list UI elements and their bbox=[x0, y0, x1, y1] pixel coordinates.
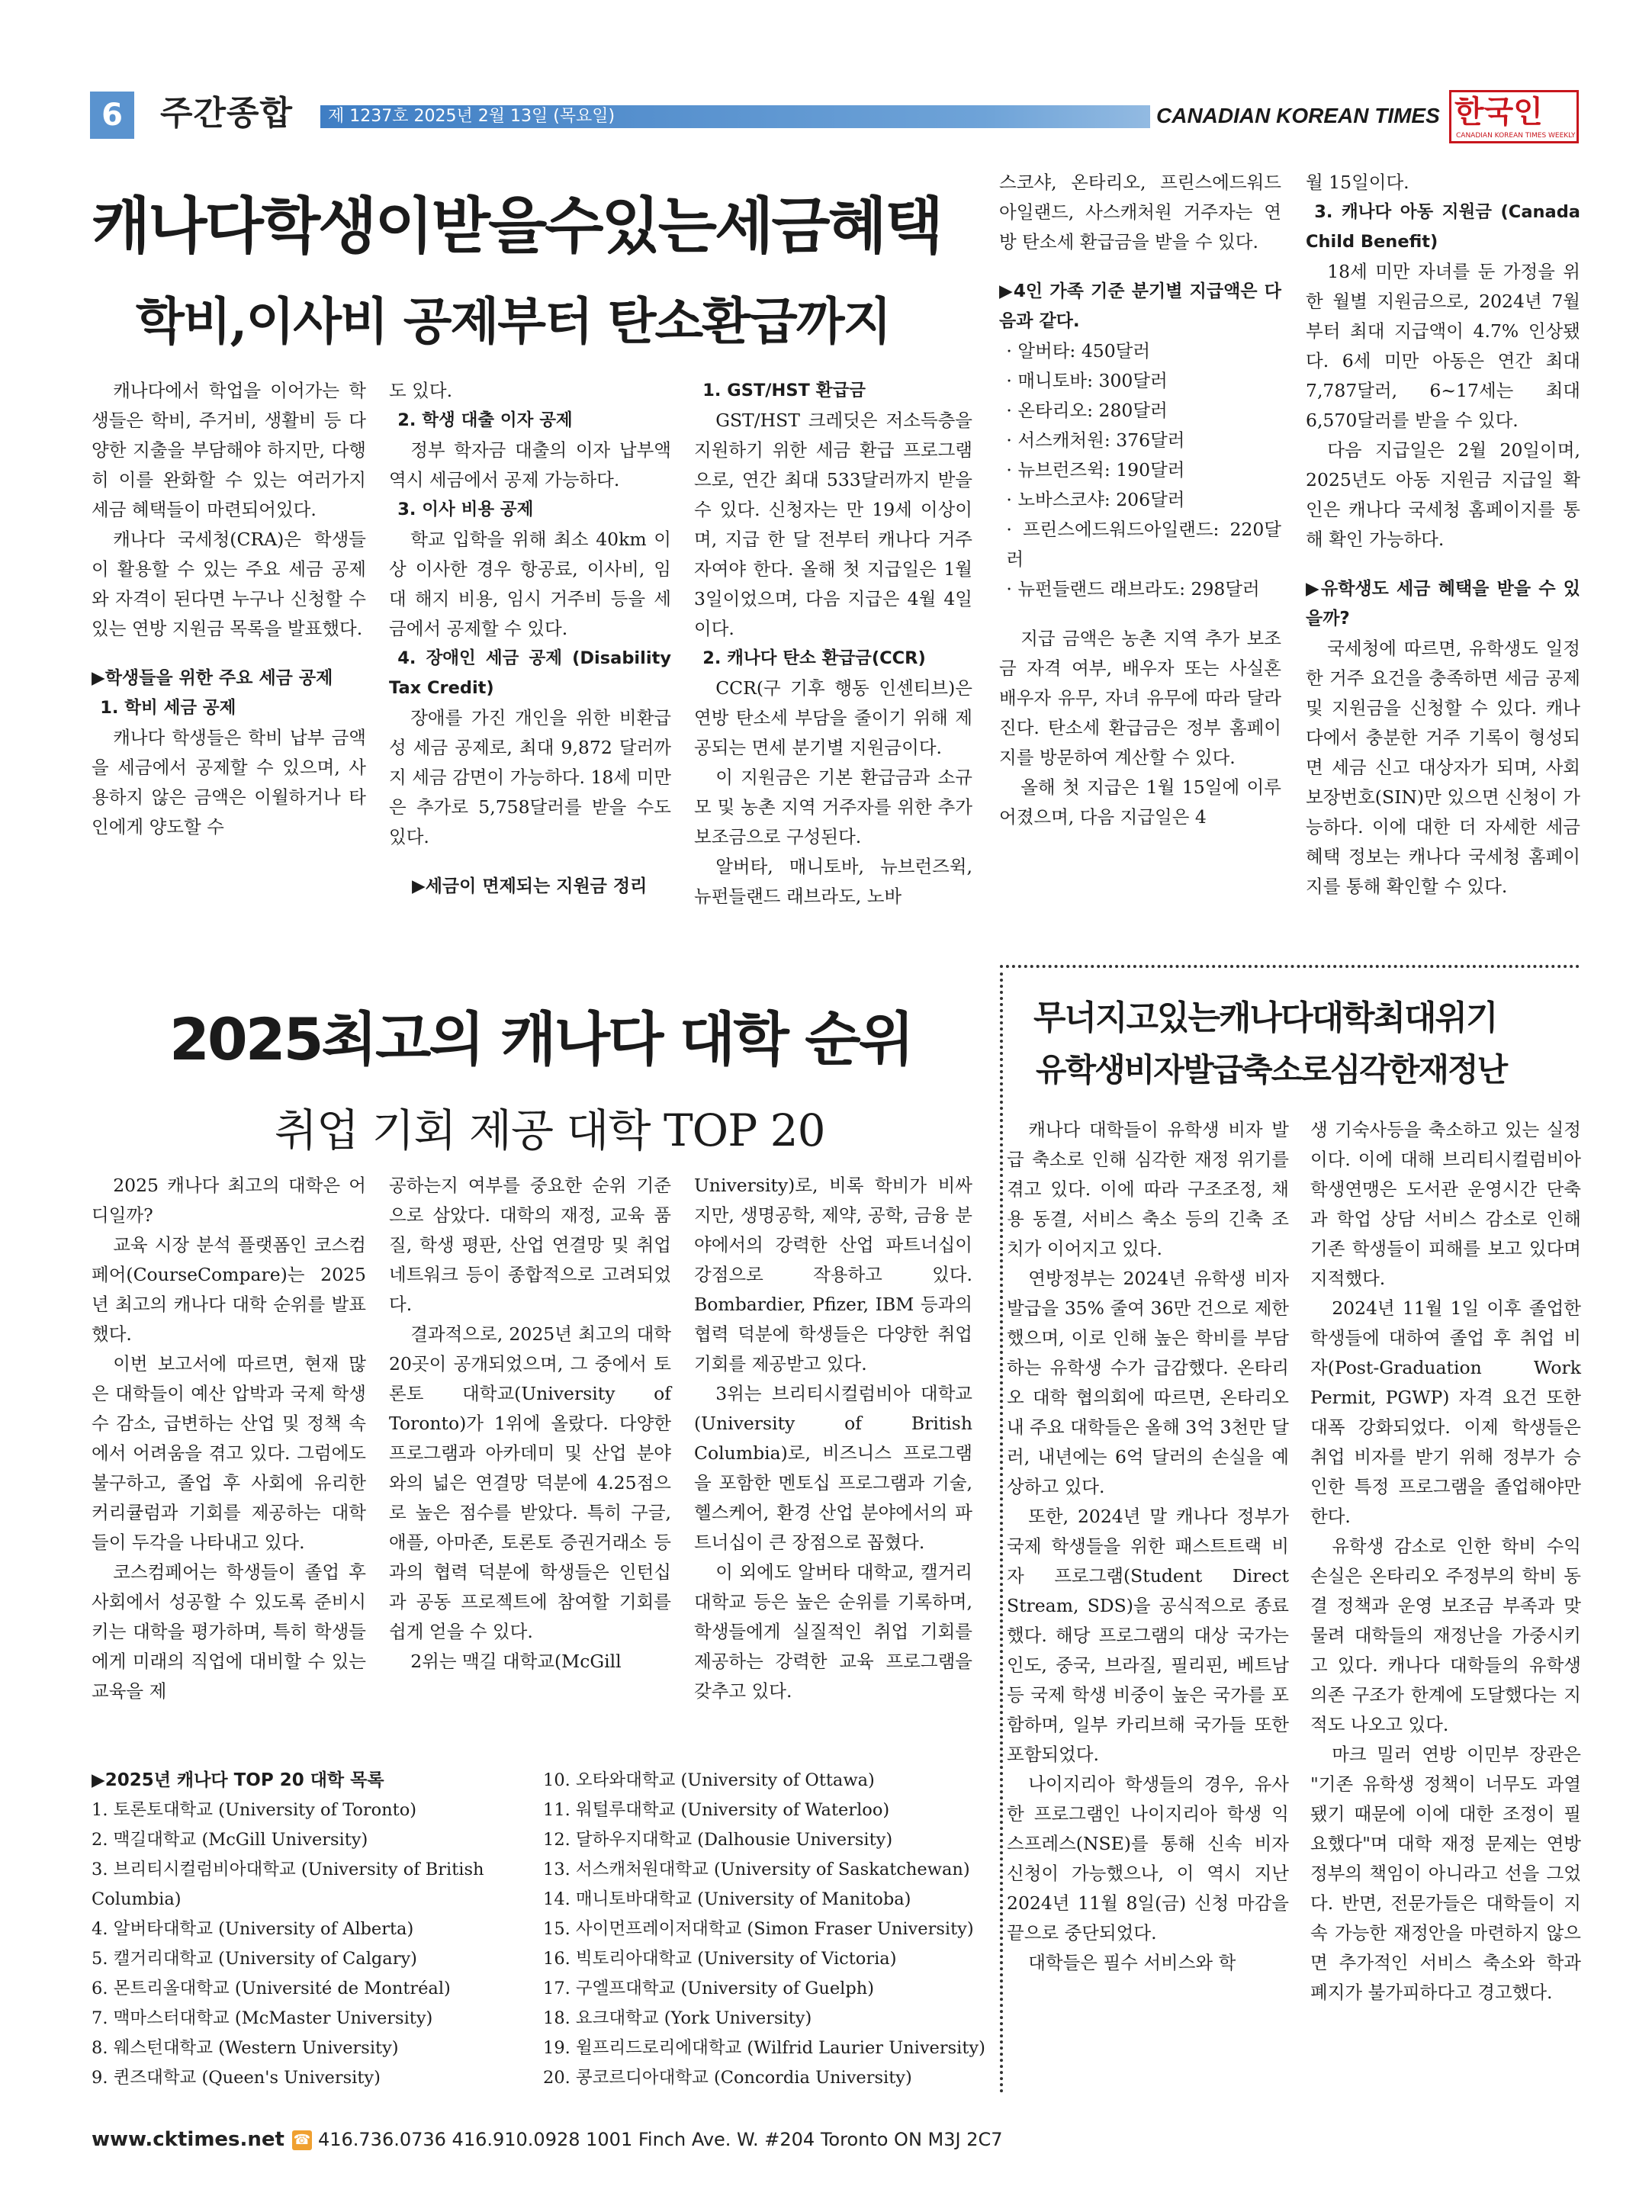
paragraph: 정부 학자금 대출의 이자 납부액 역시 세금에서 공제 가능하다. bbox=[389, 439, 671, 490]
list-item: · 매니토바: 300달러 bbox=[1006, 370, 1168, 391]
article1-column-4 bbox=[999, 168, 1281, 832]
list-item: · 온타리오: 280달러 bbox=[1006, 400, 1168, 421]
list-item: · 뉴브런즈윅: 190달러 bbox=[1006, 459, 1185, 481]
paragraph: 다음 지급일은 2월 20일이며, 2025년도 아동 지원금 지급일 확인은 캐나다 국세청 홈페이지를 통해 확인 가능하다. bbox=[1306, 439, 1580, 550]
paragraph: 올해 첫 지급은 1월 15일에 이루어졌으며, 다음 지급일은 4 bbox=[999, 776, 1281, 828]
article1-subtitle: 학비,이사비 공제부터 탄소환급까지 bbox=[136, 291, 891, 351]
subheading: 4. 장애인 세금 공제 (Disability Tax Credit) bbox=[389, 648, 671, 698]
article1-column-1 bbox=[92, 376, 366, 842]
list-item: · 노바스코샤: 206달러 bbox=[1006, 489, 1185, 510]
paragraph: 코스컴페어는 학생들이 졸업 후 사회에서 성공할 수 있도록 준비시키는 대학을 평가하며, 특히 학생들에게 미래의 직업에 대비할 수 있는 교육을 제 bbox=[92, 1561, 366, 1702]
list-item: 7. 맥마스터대학교 (McMaster University) bbox=[92, 2008, 433, 2028]
list-item: 11. 워털루대학교 (University of Waterloo) bbox=[543, 1800, 890, 1820]
brand-name: CANADIAN KOREAN TIMES bbox=[1150, 101, 1446, 131]
list-item: 8. 웨스턴대학교 (Western University) bbox=[92, 2038, 399, 2058]
paragraph: CCR(구 기후 행동 인센티브)은 연방 탄소세 부담을 줄이기 위해 제공되는 면세 분기별 지원금이다. bbox=[694, 677, 972, 758]
paragraph: 이 지원금은 기본 환급금과 소규모 및 농촌 지역 거주자를 위한 추가 보조금으로 구성된다. bbox=[694, 767, 972, 847]
article1-column-5 bbox=[1306, 168, 1580, 902]
article3-subtitle: 유학생비자발급축소로심각한재정난 bbox=[1036, 1051, 1507, 1088]
article2-column-1 bbox=[92, 1171, 366, 1706]
list-item: 6. 몬트리올대학교 (Université de Montréal) bbox=[92, 1979, 451, 1998]
paragraph: 이번 보고서에 따르면, 현재 많은 대학들이 예산 압박과 국제 학생 수 감소, 급변하는 산업 및 정책 속에서 어려움을 겪고 있다. 그럼에도 불구하고, 졸업 후 사회에 유리한 커리큘럼과 기회를 제공하는 대학들이 두각을 나타내고 있다. bbox=[92, 1353, 366, 1553]
paragraph: 스코샤, 온타리오, 프린스에드워드아일랜드, 사스캐처원 거주자는 연방 탄소세 환급금을 받을 수 있다. bbox=[999, 172, 1281, 252]
footer bbox=[92, 2128, 1003, 2151]
paragraph: 알버타, 매니토바, 뉴브런즈윅, 뉴펀들랜드 래브라도, 노바 bbox=[694, 856, 972, 907]
article2-subtitle: 취업 기회 제공 대학 TOP 20 bbox=[275, 1104, 825, 1156]
list-item: 15. 사이먼프레이저대학교 (Simon Fraser University) bbox=[543, 1919, 974, 1939]
subheading: 2. 캐나다 탄소 환급금(CCR) bbox=[702, 648, 926, 668]
issue-info: 제 1237호 2025년 2월 13일 (목요일) bbox=[328, 107, 615, 126]
article2-column-3 bbox=[694, 1171, 972, 1706]
section-heading: ▶유학생도 세금 혜택을 받을 수 있을까? bbox=[1306, 579, 1580, 629]
article3-column-2 bbox=[1310, 1115, 1581, 2008]
paragraph: 교육 시장 분석 플랫폼인 코스컴페어(CourseCompare)는 2025년 최고의 캐나다 대학 순위를 발표했다. bbox=[92, 1234, 366, 1345]
paragraph: 공하는지 여부를 중요한 순위 기준으로 삼았다. 대학의 재정, 교육 품질, 학생 평판, 산업 연결망 및 취업 네트워크 등이 종합적으로 고려되었다. bbox=[389, 1175, 671, 1315]
list-item: 14. 매니토바대학교 (University of Manitoba) bbox=[543, 1889, 911, 1909]
list-item: 2. 맥길대학교 (McGill University) bbox=[92, 1830, 368, 1850]
list-item: 4. 알버타대학교 (University of Alberta) bbox=[92, 1919, 414, 1939]
subheading: 2. 학생 대출 이자 공제 bbox=[397, 410, 573, 430]
list-item: 17. 구엘프대학교 (University of Guelph) bbox=[543, 1979, 875, 1998]
paragraph: 장애를 가진 개인을 위한 비환급성 세금 공제로, 최대 9,872 달러까지 세금 감면이 가능하다. 18세 미만은 추가로 5,758달러를 받을 수도 있다. bbox=[389, 707, 671, 847]
list-item: 16. 빅토리아대학교 (University of Victoria) bbox=[543, 1949, 897, 1969]
dotted-divider-horizontal bbox=[1000, 965, 1580, 968]
list-item: · 알버타: 450달러 bbox=[1006, 340, 1151, 362]
logo-subtext: CANADIAN KOREAN TIMES WEEKLY bbox=[1456, 132, 1576, 140]
page-number: 6 bbox=[90, 92, 134, 139]
university-list-right bbox=[543, 1766, 985, 2093]
list-item: 1. 토론토대학교 (University of Toronto) bbox=[92, 1800, 417, 1820]
paragraph: 18세 미만 자녀를 둔 가정을 위한 월별 지원금으로, 2024년 7월부터 최대 지급액이 4.7% 인상됐다. 6세 미만 아동은 연간 최대 7,787달러, 6~17세는 최대 6,570달러를 받을 수 있다. bbox=[1306, 261, 1580, 431]
list-item: 10. 오타와대학교 (University of Ottawa) bbox=[543, 1770, 875, 1790]
dotted-divider-vertical bbox=[1000, 973, 1003, 2094]
paragraph: 생 기숙사등을 축소하고 있는 실정이다. 이에 대해 브리티시컬럼비아 학생연맹은 도서관 운영시간 단축과 학업 상담 서비스 감소로 인해 기존 학생들이 피해를 보고 있다며 지적했다. bbox=[1310, 1119, 1581, 1289]
phone-icon: ☎ bbox=[292, 2130, 312, 2150]
paragraph: 캐나다 국세청(CRA)은 학생들이 활용할 수 있는 주요 세금 공제와 자격이 된다면 누구나 신청할 수 있는 연방 지원금 목록을 발표했다. bbox=[92, 529, 366, 639]
paragraph: 마크 밀러 연방 이민부 장관은 "기존 유학생 정책이 너무도 과열됐기 때문에 이에 대한 조정이 필요했다"며 대학 재정 문제는 연방정부의 책임이 아니라고 선을 그었다. 반면, 전문가들은 대학들이 지속 가능한 재정안을 마련하지 않으면 추가적인 서비스 축소와 학과 폐지가 불가피하다고 경고했다. bbox=[1310, 1744, 1581, 2003]
subheading: 1. GST/HST 환급금 bbox=[702, 381, 866, 400]
article3-column-1 bbox=[1007, 1115, 1289, 1978]
list-title: ▶2025년 캐나다 TOP 20 대학 목록 bbox=[92, 1770, 384, 1790]
article1-title: 캐나다학생이받을수있는세금혜택 bbox=[92, 191, 942, 262]
list-item: 13. 서스캐처원대학교 (University of Saskatchewan) bbox=[543, 1860, 970, 1879]
section-heading: ▶학생들을 위한 주요 세금 공제 bbox=[92, 668, 333, 688]
paragraph: 캐나다 학생들은 학비 납부 금액을 세금에서 공제할 수 있으며, 사용하지 않은 금액은 이월하거나 타인에게 양도할 수 bbox=[92, 727, 366, 838]
paragraph: 결과적으로, 2025년 최고의 대학 20곳이 공개되었으며, 그 중에서 토론토 대학교(University of Toronto)가 1위에 올랐다. 다양한 프로그램과 아카데미 및 산업 분야와의 넓은 연결망 덕분에 4.25점으로 높은 점수를 받았다. 특히 구글, 애플, 아마존, 토론토 증권거래소 등과의 협력 덕분에 학생들은 인턴십과 공동 프로젝트에 참여할 기회를 쉽게 얻을 수 있다. bbox=[389, 1323, 671, 1642]
paragraph: 캐나다에서 학업을 이어가는 학생들은 학비, 주거비, 생활비 등 다양한 지출을 부담해야 하지만, 다행히 이를 완화할 수 있는 여러가지 세금 혜택들이 마련되어있다. bbox=[92, 380, 366, 520]
subheading: 3. 이사 비용 공제 bbox=[397, 500, 534, 519]
paragraph: 2위는 맥길 대학교(McGill bbox=[410, 1651, 622, 1672]
subheading: 3. 캐나다 아동 지원금 (Canada Child Benefit) bbox=[1306, 202, 1580, 252]
paragraph: 지급 금액은 농촌 지역 추가 보조금 자격 여부, 배우자 또는 사실혼 배우자 유무, 자녀 유무에 따라 달라진다. 탄소세 환급금은 정부 홈페이지를 방문하여 계산할 수 있다. bbox=[999, 628, 1281, 768]
article1-column-3 bbox=[694, 376, 972, 911]
article2-title: 2025최고의 캐나다 대학 순위 bbox=[169, 1005, 913, 1073]
list-item: · 뉴펀들랜드 래브라도: 298달러 bbox=[1006, 578, 1260, 600]
paragraph: 도 있다. bbox=[389, 380, 453, 401]
article1-column-2 bbox=[389, 376, 671, 902]
paragraph: 또한, 2024년 말 캐나다 정부가 국제 학생들을 위한 패스트트랙 비자 프로그램(Student Direct Stream, SDS)을 공식적으로 종료했다. 해당 프로그램의 대상 국가는 인도, 중국, 브라질, 필리핀, 베트남 등 국제 학생 비중이 높은 국가를 포함하며, 일부 카리브해 국가들 또한 포함되었다. bbox=[1007, 1506, 1289, 1765]
list-item: Columbia) bbox=[92, 1889, 182, 1909]
paragraph: 2025 캐나다 최고의 대학은 어디일까? bbox=[92, 1175, 366, 1226]
paragraph: 연방정부는 2024년 유학생 비자 발급을 35% 줄여 36만 건으로 제한했으며, 이로 인해 높은 학비를 부담하는 유학생 수가 급감했다. 온타리오 대학 협의회에 따르면, 온타리오 내 주요 대학들은 올해 3억 3천만 달러, 내년에는 6억 달러의 손실을 예상하고 있다. bbox=[1007, 1268, 1289, 1497]
paragraph: GST/HST 크레딧은 저소득층을 지원하기 위한 세금 환급 프로그램으로, 연간 최대 533달러까지 받을 수 있다. 신청자는 만 19세 이상이며, 지급 한 달 전부터 캐나다 거주자여야 한다. 올해 첫 지급일은 1월 3일이었으며, 다음 지급은 4월 4일이다. bbox=[694, 410, 972, 639]
subheading: 1. 학비 세금 공제 bbox=[100, 698, 236, 718]
contact-info: 416.736.0736 416.910.0928 1001 Finch Ave. W. #204 Toronto ON M3J 2C7 bbox=[317, 2129, 1003, 2150]
logo-text: 한국인 bbox=[1454, 95, 1543, 130]
paragraph: 2024년 11월 1일 이후 졸업한 학생들에 대하여 졸업 후 취업 비자(Post-Graduation Work Permit, PGWP) 자격 요건 또한 대폭 강화되었다. 이제 학생들은 취업 비자를 받기 위해 정부가 승인한 특정 프로그램을 졸업해야만 한다. bbox=[1310, 1297, 1581, 1527]
paragraph: 캐나다 대학들이 유학생 비자 발급 축소로 인해 심각한 재정 위기를 겪고 있다. 이에 따라 구조조정, 채용 동결, 서비스 축소 등의 긴축 조치가 이어지고 있다. bbox=[1007, 1119, 1289, 1259]
newspaper-logo bbox=[1449, 90, 1579, 143]
list-item: 12. 달하우지대학교 (Dalhousie University) bbox=[543, 1830, 893, 1850]
paragraph: 국세청에 따르면, 유학생도 일정한 거주 요건을 충족하면 세금 공제 및 지원금을 신청할 수 있다. 캐나다에서 충분한 거주 기록이 형성되면 세금 신고 대상자가 되며, 사회보장번호(SIN)만 있으면 신청이 가능하다. 이에 대한 더 자세한 세금 혜택 정보는 캐나다 국세청 홈페이지를 통해 확인할 수 있다. bbox=[1306, 638, 1580, 897]
paragraph: 학교 입학을 위해 최소 40km 이상 이사한 경우 항공료, 이사비, 임대 해지 비용, 임시 거주비 등을 세금에서 공제할 수 있다. bbox=[389, 529, 671, 639]
paragraph: 대학들은 필수 서비스와 학 bbox=[1028, 1952, 1236, 1973]
list-item: 9. 퀸즈대학교 (Queen's University) bbox=[92, 2068, 381, 2088]
list-item: 19. 윌프리드로리에대학교 (Wilfrid Laurier University) bbox=[543, 2038, 985, 2058]
section-heading: ▶세금이 면제되는 지원금 정리 bbox=[412, 876, 648, 896]
university-list-left bbox=[92, 1766, 549, 2093]
website-link[interactable]: www.cktimes.net bbox=[92, 2128, 284, 2151]
list-item: 18. 요크대학교 (York University) bbox=[543, 2008, 812, 2028]
paragraph: 이 외에도 알버타 대학교, 캘거리 대학교 등은 높은 순위를 기록하며, 학생들에게 실질적인 취업 기회를 제공하는 강력한 교육 프로그램을 갖추고 있다. bbox=[694, 1561, 972, 1702]
paragraph: 유학생 감소로 인한 학비 수익 손실은 온타리오 주정부의 학비 동결 정책과 운영 보조금 부족과 맞물려 대학들의 재정난을 가중시키고 있다. 캐나다 대학들의 유학생 의존 구조가 한계에 도달했다는 지적도 나오고 있다. bbox=[1310, 1535, 1581, 1735]
list-item: · 프린스에드워드아일랜드: 220달러 bbox=[1006, 519, 1281, 570]
article2-column-2 bbox=[389, 1171, 671, 1677]
article3-title: 무너지고있는캐나다대학최대위기 bbox=[1033, 998, 1497, 1037]
paragraph: 월 15일이다. bbox=[1306, 172, 1409, 193]
paragraph: University)로, 비록 학비가 비싸지만, 생명공학, 제약, 공학, 금융 분야에서의 강력한 산업 파트너십이 강점으로 작용하고 있다. Bombardier, Pfizer, IBM 등과의 협력 덕분에 학생들은 다양한 취업 기회를 제공받고 있다. bbox=[694, 1175, 972, 1374]
list-item: 20. 콩코르디아대학교 (Concordia University) bbox=[543, 2068, 912, 2088]
list-item: 3. 브리티시컬럼비아대학교 (University of British bbox=[92, 1860, 484, 1879]
section-heading: ▶4인 가족 기준 분기별 지급액은 다음과 같다. bbox=[999, 281, 1281, 331]
paragraph: 3위는 브리티시컬럼비아 대학교(University of British Columbia)로, 비즈니스 프로그램을 포함한 멘토십 프로그램과 기술, 헬스케어, 환경 산업 분야에서의 파트너십이 큰 장점으로 꼽혔다. bbox=[694, 1383, 972, 1553]
paragraph: 나이지리아 학생들의 경우, 유사한 프로그램인 나이지리아 학생 익스프레스(NSE)를 통해 신속 비자 신청이 가능했으나, 이 역시 지난 2024년 11월 8일(금) 신청 마감을 끝으로 중단되었다. bbox=[1007, 1773, 1289, 1944]
list-item: 5. 캘거리대학교 (University of Calgary) bbox=[92, 1949, 417, 1969]
list-item: · 서스캐처원: 376달러 bbox=[1006, 429, 1185, 451]
section-title: 주간종합 bbox=[160, 94, 294, 133]
